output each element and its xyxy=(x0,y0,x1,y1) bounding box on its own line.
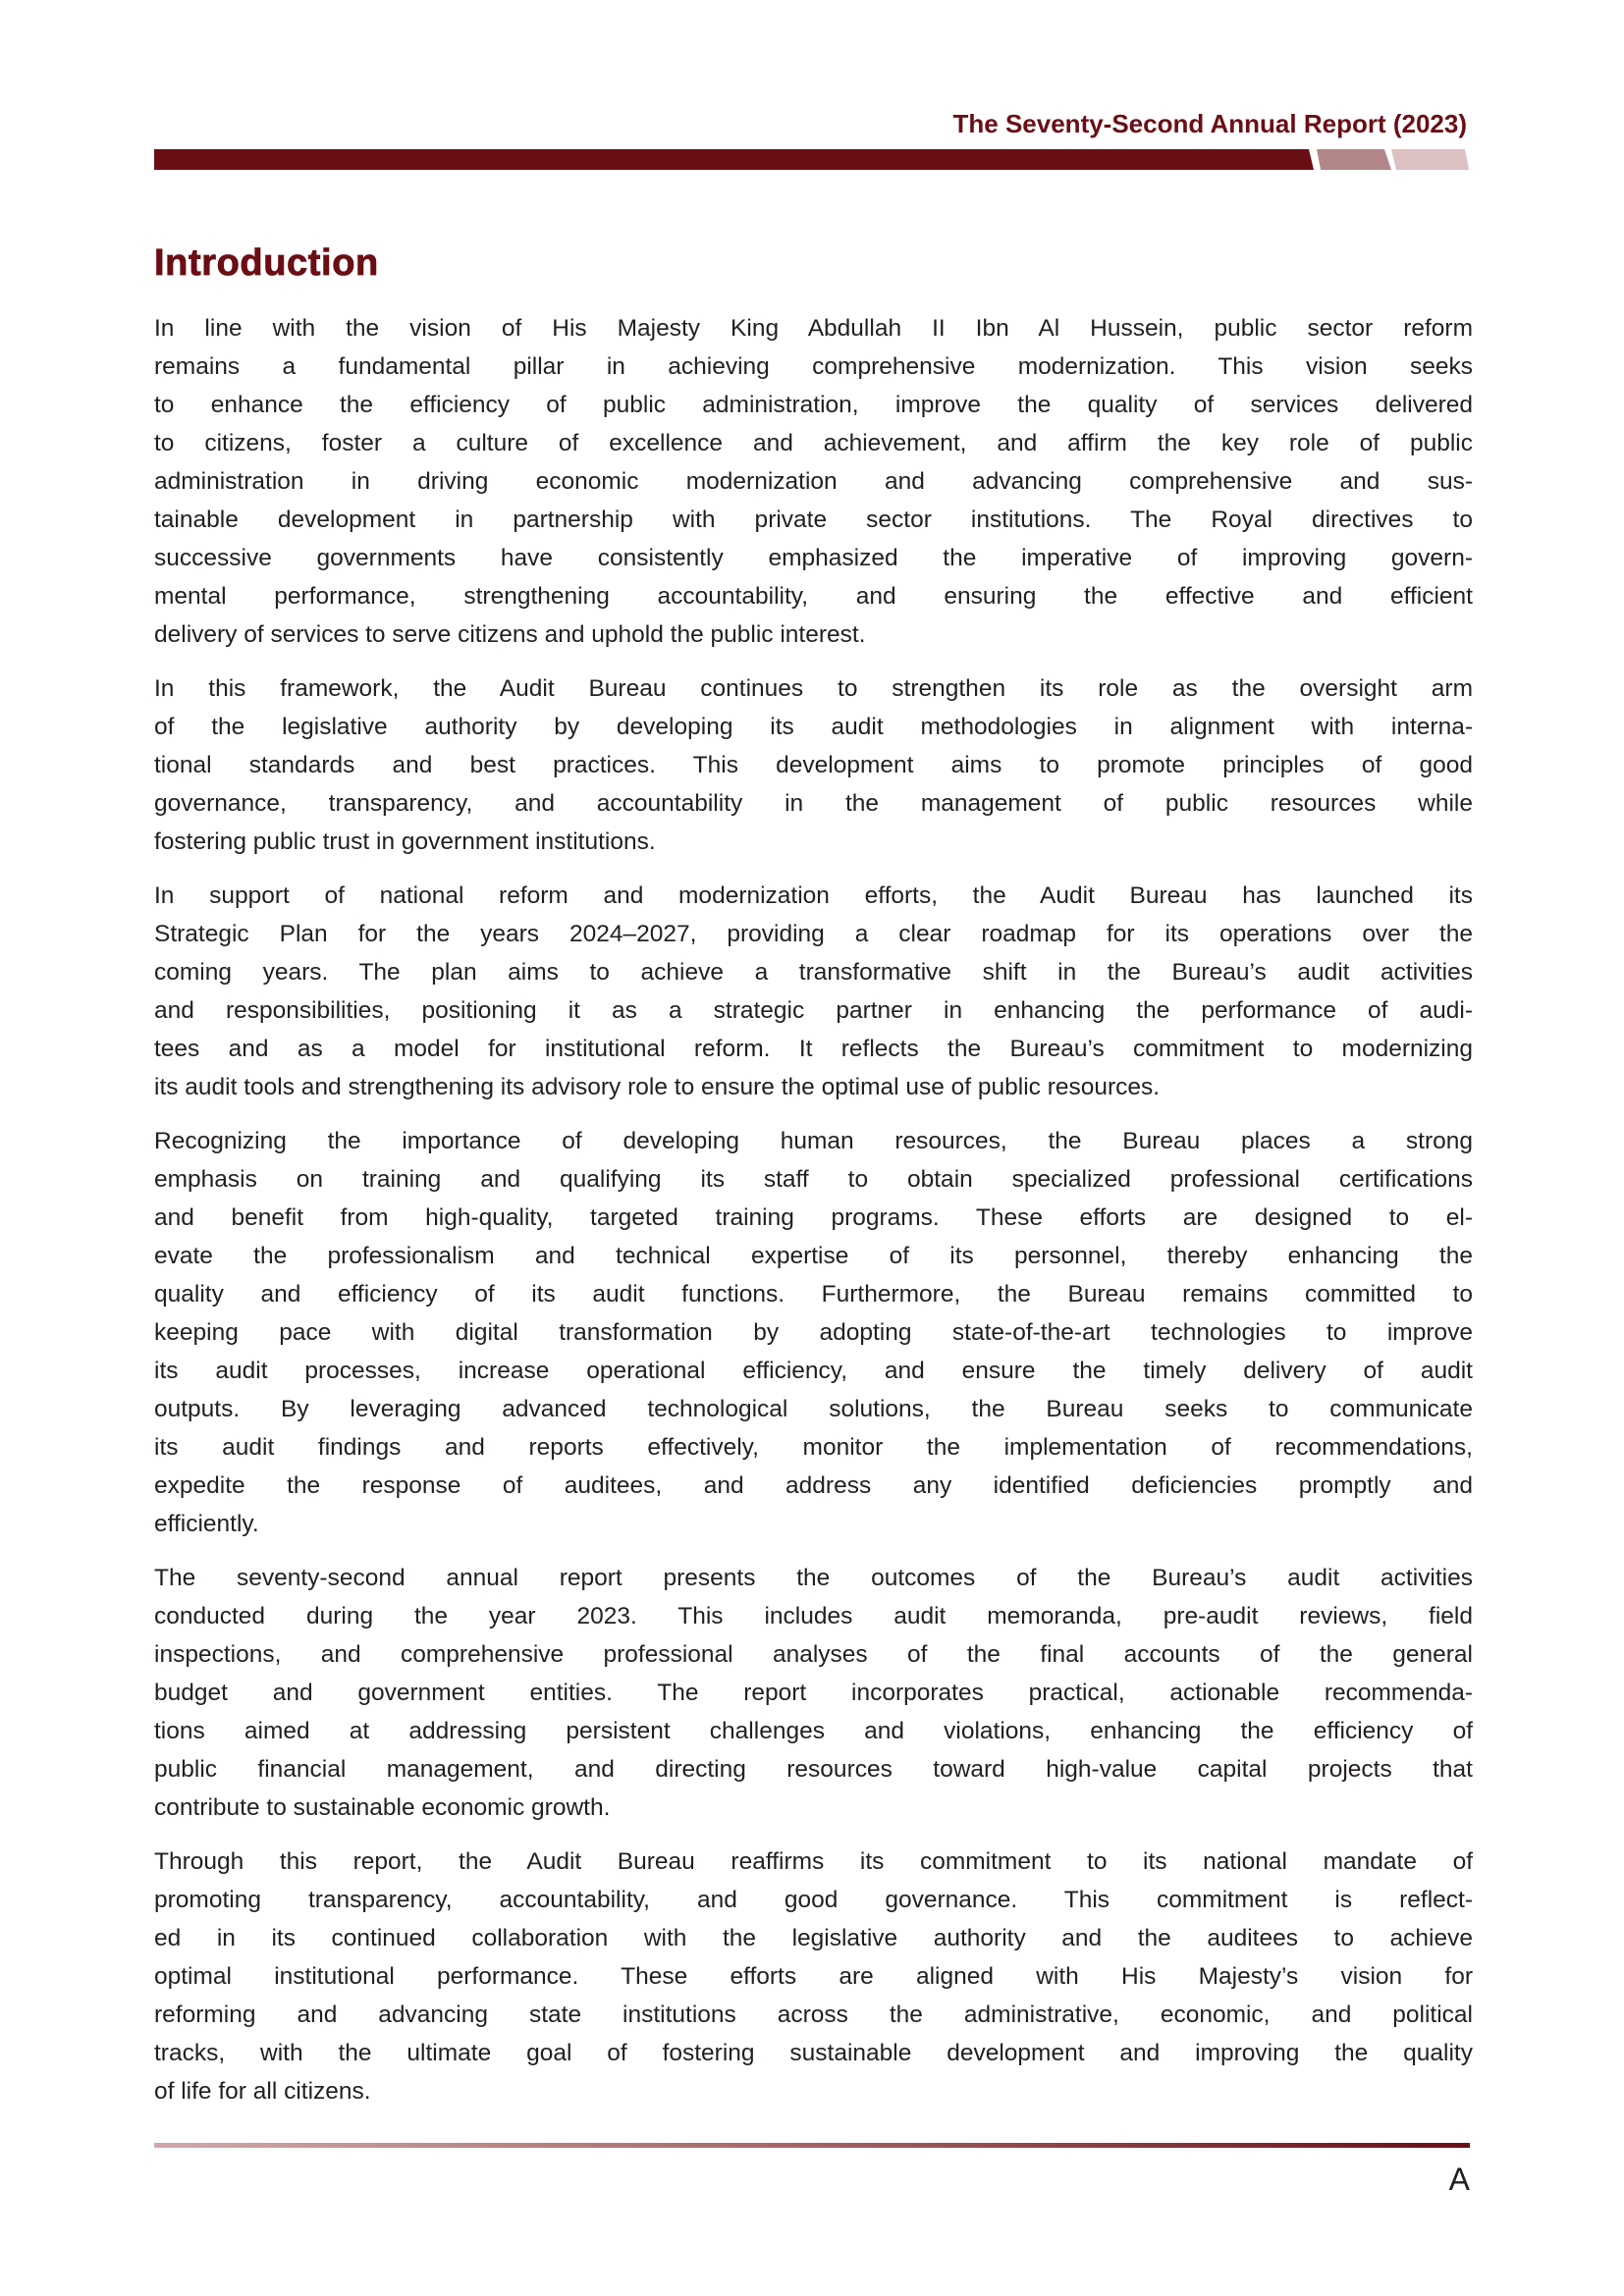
paragraph-line: expedite the response of auditees, and address any identified deficiencies promptly and xyxy=(154,1472,1473,1499)
paragraph-line: The seventy-second annual report presents the outcomes of the Bureau’s audit activities xyxy=(154,1565,1473,1591)
paragraph-line: tainable development in partnership with private sector institutions. The Royal directives to xyxy=(154,507,1473,533)
footer-rule xyxy=(154,2143,1470,2148)
paragraph-line: successive governments have consistently emphasized the imperative of improving govern- xyxy=(154,545,1473,571)
paragraph-line: ed in its continued collaboration with the legislative authority and the auditees to achieve xyxy=(154,1925,1473,1951)
paragraph-line: public financial management, and directing resources toward high-value capital projects that xyxy=(154,1756,1473,1783)
paragraph-line: emphasis on training and qualifying its staff to obtain specialized professional certifications xyxy=(154,1166,1473,1193)
paragraph-line: evate the professionalism and technical expertise of its personnel, thereby enhancing the xyxy=(154,1243,1473,1269)
header-bar-secondary xyxy=(1317,149,1391,170)
page-number: A xyxy=(1448,2162,1470,2197)
paragraph-line: budget and government entities. The report incorporates practical, actionable recommenda- xyxy=(154,1680,1473,1706)
paragraph-line: tions aimed at addressing persistent challenges and violations, enhancing the efficiency of xyxy=(154,1718,1473,1744)
paragraph-line: contribute to sustainable economic growth. xyxy=(154,1794,611,1821)
paragraph-line: coming years. The plan aims to achieve a transformative shift in the Bureau’s audit activities xyxy=(154,959,1473,986)
paragraph-line: and benefit from high-quality, targeted training programs. These efforts are designed to el- xyxy=(154,1204,1473,1231)
paragraph-line: In line with the vision of His Majesty King Abdullah II Ibn Al Hussein, public sector reform xyxy=(154,315,1473,342)
paragraph xyxy=(154,1122,1473,1543)
header-bar-tertiary xyxy=(1391,149,1469,170)
paragraph-line: In this framework, the Audit Bureau continues to strengthen its role as the oversight arm xyxy=(154,675,1473,702)
paragraph-line: optimal institutional performance. These efforts are aligned with His Majesty’s vision for xyxy=(154,1963,1473,1990)
paragraph-line: promoting transparency, accountability, and good governance. This commitment is reflect- xyxy=(154,1887,1473,1913)
paragraph-line: tees and as a model for institutional reform. It reflects the Bureau’s commitment to modernizing xyxy=(154,1036,1473,1062)
paragraph xyxy=(154,1842,1473,2110)
paragraph-line: quality and efficiency of its audit functions. Furthermore, the Bureau remains committed to xyxy=(154,1281,1473,1308)
paragraph-line: to citizens, foster a culture of excellence and achievement, and affirm the key role of public xyxy=(154,430,1473,456)
paragraph-line: and responsibilities, positioning it as a strategic partner in enhancing the performance of audi- xyxy=(154,997,1473,1024)
paragraph-line: tional standards and best practices. This development aims to promote principles of good xyxy=(154,752,1473,778)
paragraph-line: remains a fundamental pillar in achieving comprehensive modernization. This vision seeks xyxy=(154,353,1473,380)
running-header-title: The Seventy-Second Annual Report (2023) xyxy=(952,109,1467,138)
paragraph-line: mental performance, strengthening accountability, and ensuring the effective and efficient xyxy=(154,583,1473,610)
paragraph-line: of the legislative authority by developing its audit methodologies in alignment with interna- xyxy=(154,714,1473,740)
paragraph xyxy=(154,309,1473,654)
paragraph-line: tracks, with the ultimate goal of fostering sustainable development and improving the quality xyxy=(154,2040,1473,2066)
paragraph-line: Strategic Plan for the years 2024–2027, providing a clear roadmap for its operations over the xyxy=(154,921,1473,947)
paragraph-line: its audit processes, increase operational efficiency, and ensure the timely delivery of audit xyxy=(154,1358,1473,1384)
section-title: Introduction xyxy=(154,242,379,284)
paragraph-line: governance, transparency, and accountability in the management of public resources while xyxy=(154,790,1473,817)
paragraph-line: fostering public trust in government institutions. xyxy=(154,828,656,855)
paragraph-line: keeping pace with digital transformation by adopting state-of-the-art technologies to improve xyxy=(154,1319,1473,1346)
paragraph-line: inspections, and comprehensive professional analyses of the final accounts of the general xyxy=(154,1641,1473,1668)
paragraph-line: its audit tools and strengthening its advisory role to ensure the optimal use of public resources. xyxy=(154,1074,1161,1100)
paragraph xyxy=(154,877,1473,1106)
header-decorative-bars xyxy=(154,149,1475,170)
paragraph xyxy=(154,1559,1473,1827)
paragraph-line: to enhance the efficiency of public administration, improve the quality of services delivered xyxy=(154,392,1473,418)
paragraph-line: conducted during the year 2023. This includes audit memoranda, pre-audit reviews, field xyxy=(154,1603,1473,1629)
paragraph-line: outputs. By leveraging advanced technological solutions, the Bureau seeks to communicate xyxy=(154,1396,1473,1422)
paragraph-line: reforming and advancing state institutions across the administrative, economic, and political xyxy=(154,2002,1473,2028)
paragraph xyxy=(154,669,1473,861)
paragraph-line: In support of national reform and modernization efforts, the Audit Bureau has launched its xyxy=(154,882,1473,909)
header-bars-graphic xyxy=(154,149,1475,170)
body-text xyxy=(154,309,1473,2126)
paragraph-line: its audit findings and reports effectively, monitor the implementation of recommendations, xyxy=(154,1434,1473,1461)
paragraph-line: delivery of services to serve citizens and uphold the public interest. xyxy=(154,621,866,648)
paragraph-line: efficiently. xyxy=(154,1511,259,1537)
paragraph-line: administration in driving economic modernization and advancing comprehensive and sus- xyxy=(154,468,1473,495)
paragraph-line: Through this report, the Audit Bureau reaffirms its commitment to its national mandate of xyxy=(154,1848,1473,1875)
paragraph-line: of life for all citizens. xyxy=(154,2078,371,2105)
paragraph-line: Recognizing the importance of developing human resources, the Bureau places a strong xyxy=(154,1128,1473,1154)
header-bar-primary xyxy=(154,149,1314,170)
